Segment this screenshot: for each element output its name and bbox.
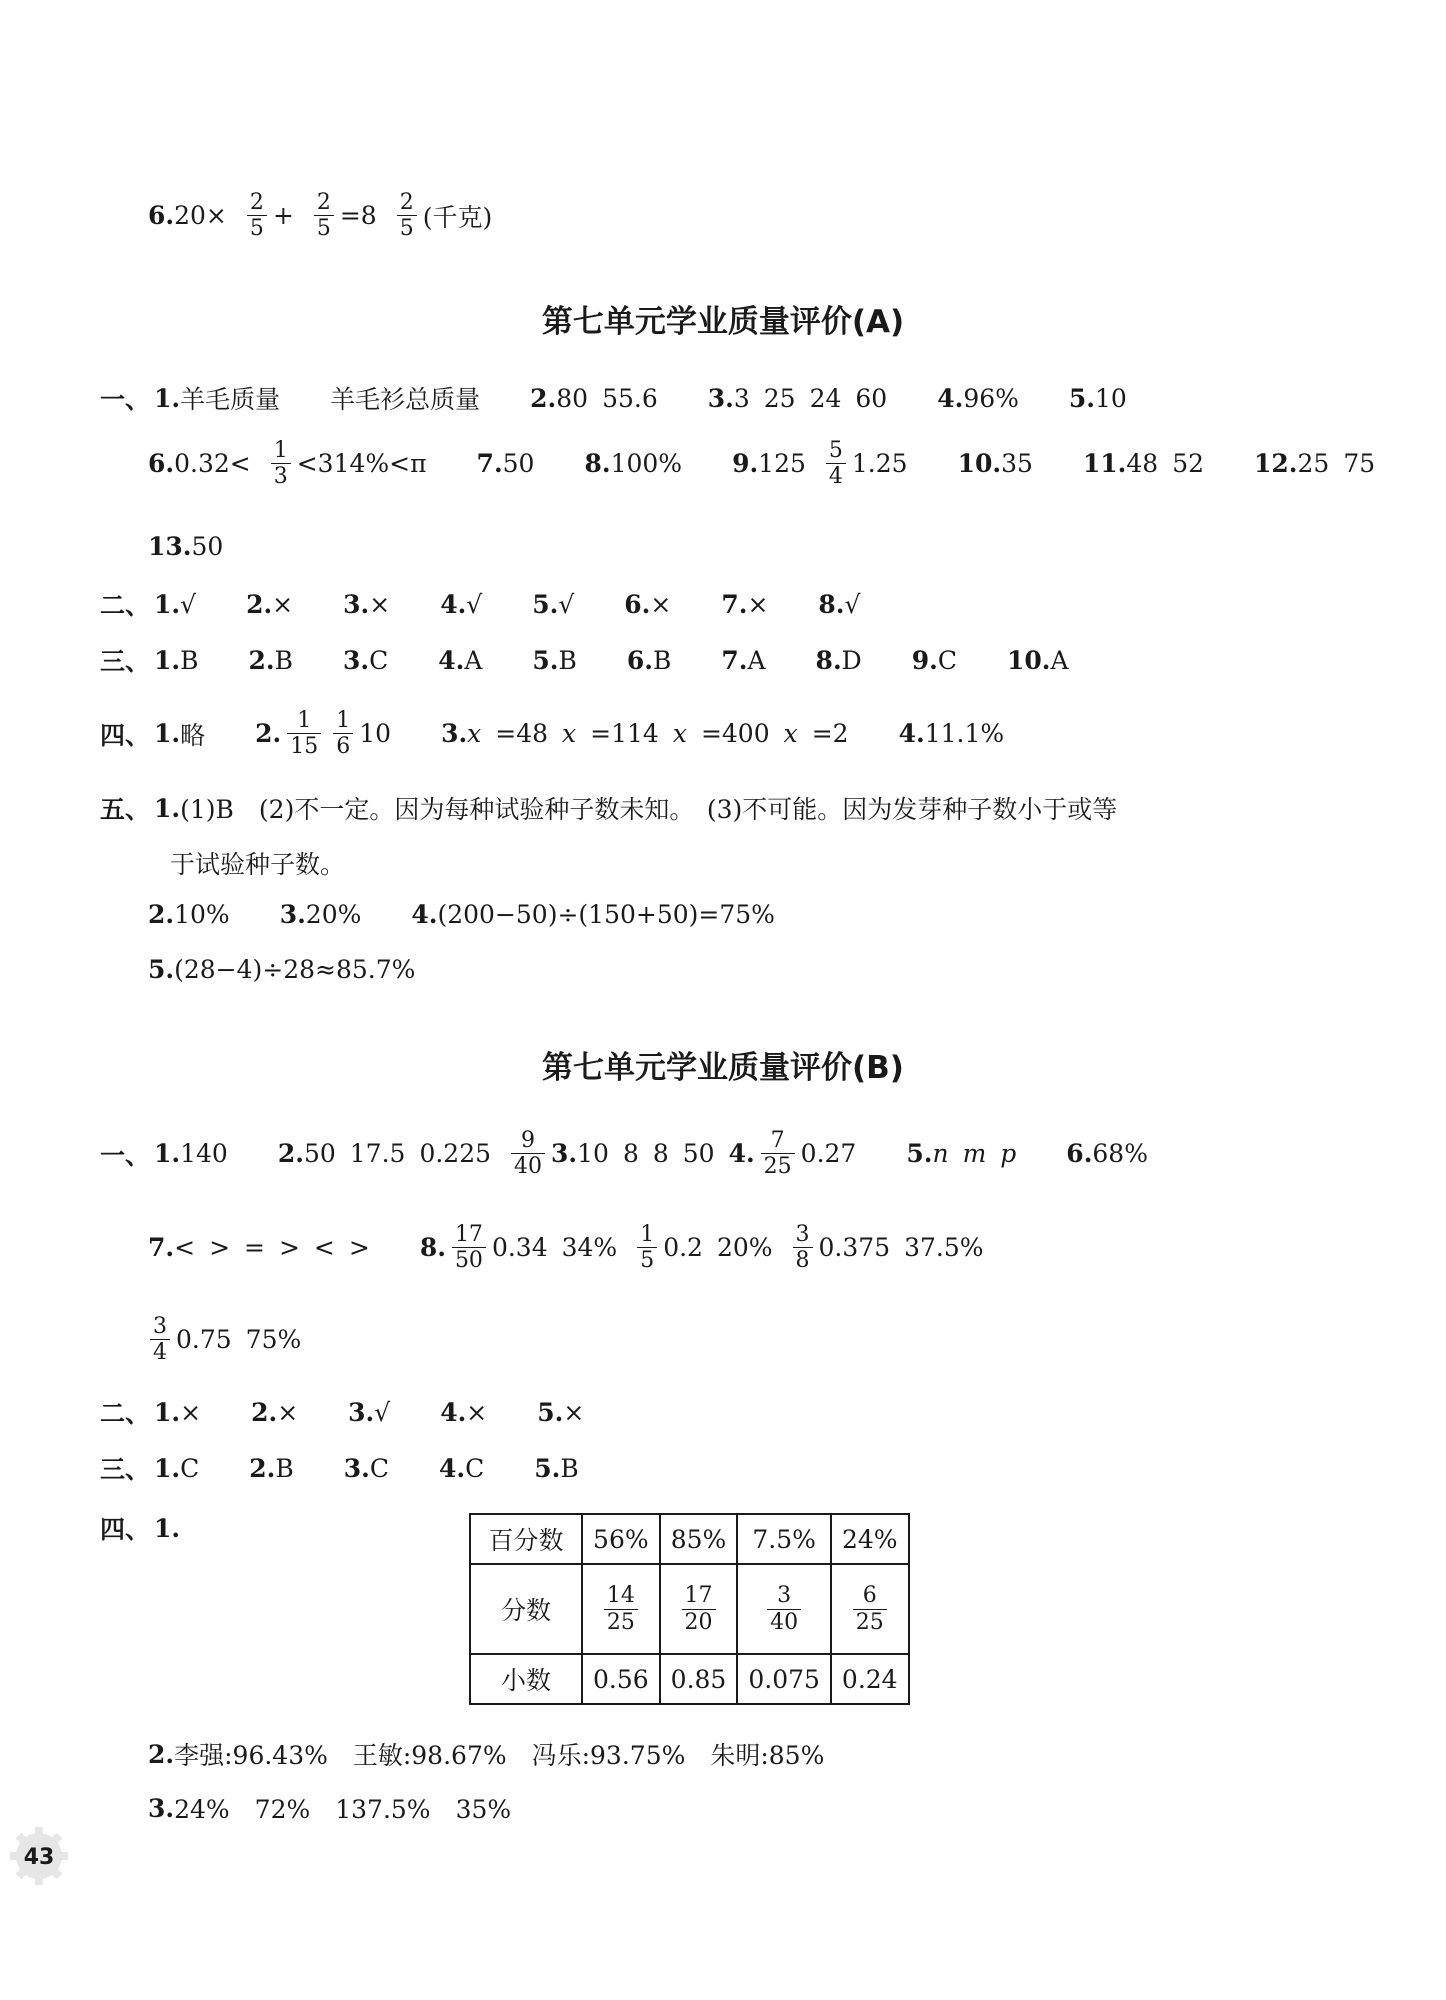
fraction: $\frac{1}{5}$ [637, 1222, 657, 1274]
fraction: $\frac{14}{25}$ [604, 1583, 638, 1635]
fraction: $\frac{3}{8}$ [793, 1222, 813, 1274]
fraction: $\frac{1}{6}$ [333, 708, 353, 760]
a-part5-row3: 5. (28−4)÷28≈85.7% [148, 955, 416, 984]
page-number: 43 [23, 1845, 55, 1870]
a-part4: 四、 1. 略 2. $\frac{1}{15}$ $\frac{1}{6}$ 10 3. x =48 x =114 x =400 x =2 4. 11.1% [100, 708, 1005, 760]
fraction: $\frac{3}{40}$ [767, 1583, 801, 1635]
fraction: $\frac{5}{4}$ [826, 438, 846, 490]
conversion-table [469, 1513, 910, 1705]
gear-badge-icon [8, 1825, 70, 1887]
fraction: $\frac{9}{40}$ [511, 1128, 545, 1180]
table-row: 百分数 56% 85% 7.5% 24% [470, 1514, 909, 1564]
a-part1-row3: 13. 50 [148, 532, 224, 561]
fraction: $\frac{7}{25}$ [761, 1128, 795, 1180]
fraction: $\frac{2}{5}$ [314, 190, 334, 242]
a-part3: 三、 1. B 2. B 3. C 4. A 5. B 6. B 7. A 8. D 9. C 10. A [100, 645, 1069, 676]
b-part2: 二、 1. × 2. × 3. √ 4. × 5. × [100, 1397, 585, 1428]
b-part1-row1: 一、 1. 140 2. 50 17.5 0.225 $\frac{9}{40}$ 3. 10 8 8 50 4. $\frac{7}{25}$ 0.27 5. n m p 6. 68% [100, 1128, 1148, 1180]
b-part3: 三、 1. C 2. B 3. C 4. C 5. B [100, 1453, 579, 1484]
a-part1-row2: 6. 0.32< $\frac{1}{3}$ <314%<π 7. 50 8. 100% 9. 125 $\frac{5}{4}$ 1.25 10. 35 11. 48 52 12. 25 75 [148, 438, 1376, 490]
b-part1-row3: $\frac{3}{4}$ 0.75 75% [144, 1314, 315, 1366]
page-number-badge [8, 1825, 70, 1887]
table-row: 分数 $\frac{14}{25}$ $\frac{17}{20}$ $\frac{3}{40}$ $\frac{6}{25}$ [470, 1564, 909, 1654]
b-part4-row2: 2. 李强:96.43% 王敏:98.67% 冯乐:93.75% 朱明:85% [148, 1739, 825, 1770]
table-row: 小数 0.56 0.85 0.075 0.24 [470, 1654, 909, 1704]
b-part4-row3: 3. 24% 72% 137.5% 35% [148, 1793, 512, 1824]
fraction: $\frac{2}{5}$ [397, 190, 417, 242]
fraction: $\frac{1}{3}$ [271, 438, 291, 490]
fraction: $\frac{17}{50}$ [452, 1222, 486, 1274]
fraction: $\frac{6}{25}$ [853, 1583, 887, 1635]
section-a-title: 第七单元学业质量评价(A) [541, 304, 905, 340]
top-line-6: 6. 20× $\frac{2}{5}$ + $\frac{2}{5}$ =8 $\frac{2}{5}$ (千克) [148, 190, 493, 242]
b-part4-label: 四、 1. [100, 1513, 181, 1544]
a-part2: 二、 1. √ 2. × 3. × 4. √ 5. √ 6. × 7. × 8. √ [100, 589, 861, 620]
a-part1-row1: 一、 1. 羊毛质量 羊毛衫总质量 2. 80 55.6 3. 3 25 24 60 4. 96% 5. 10 [100, 383, 1127, 414]
fraction: $\frac{1}{15}$ [287, 708, 321, 760]
b-part1-row2: 7. < > = > < > 8. $\frac{17}{50}$ 0.34 34% $\frac{1}{5}$ 0.2 20% $\frac{3}{8}$ 0.375 37.5% [148, 1222, 984, 1274]
a-part5-row2: 2. 10% 3. 20% 4. (200−50)÷(150+50)=75% [148, 900, 775, 929]
fraction: $\frac{3}{4}$ [150, 1314, 170, 1366]
a-part5-row1b: 于试验种子数。 [170, 850, 346, 879]
section-b-title: 第七单元学业质量评价(B) [542, 1050, 904, 1086]
fraction: $\frac{2}{5}$ [247, 190, 267, 242]
fraction: $\frac{17}{20}$ [682, 1583, 716, 1635]
a-part5-row1: 五、 1. (1)B (2)不一定。因为每种试验种子数未知。 (3)不可能。因为发芽种子数小于或等 [100, 793, 1118, 824]
